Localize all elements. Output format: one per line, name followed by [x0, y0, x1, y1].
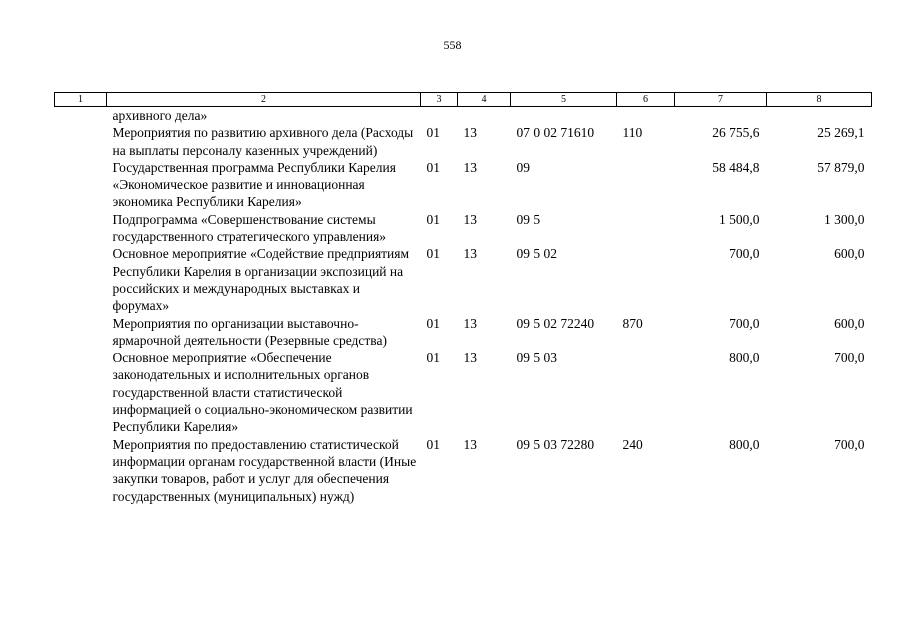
row-target-article: [511, 107, 617, 125]
row-sum-1: 1 500,0: [719, 211, 760, 227]
row-index: [55, 315, 107, 350]
row-subsection: 13: [463, 315, 477, 331]
row-index: [55, 107, 107, 125]
row-target-article: 09 5 02: [516, 246, 557, 262]
row-subsection: 13: [463, 159, 477, 175]
row-expense-type: 240: [622, 436, 643, 452]
row-expense-type: [617, 159, 675, 211]
table-row: [55, 436, 872, 505]
row-index: [55, 436, 107, 505]
row-sum-2: 700,0: [834, 436, 865, 452]
row-subsection: 13: [463, 246, 477, 262]
table-body: [55, 107, 872, 505]
row-index: [55, 159, 107, 211]
row-name: Основное мероприятие «Содействие предприятиям Республики Карелия в организации экспозиций на российских и международных выставках и форумах»: [112, 246, 410, 314]
row-subsection: 13: [463, 211, 477, 227]
row-index: [55, 245, 107, 314]
row-expense-type: [617, 245, 675, 314]
row-name: Мероприятия по предоставлению статистической информации органам государственной власти (Иные закупки товаров, работ и услуг для обеспечения государственных (муниципальных) нужд): [112, 436, 417, 504]
table-row: [55, 124, 872, 159]
table-row: [55, 315, 872, 350]
row-section: 01: [426, 211, 440, 227]
row-sum-2: 600,0: [834, 246, 865, 262]
row-target-article: 09: [516, 159, 530, 175]
table-row: [55, 107, 872, 125]
row-index: [55, 349, 107, 435]
row-expense-type: [617, 211, 675, 246]
header-col-7: 7: [675, 93, 767, 107]
row-name: Мероприятия по развитию архивного дела (Расходы на выплаты персоналу казенных учреждений): [112, 125, 414, 158]
row-expense-type: [617, 107, 675, 125]
table-row: [55, 159, 872, 211]
row-section: 01: [426, 350, 440, 366]
row-expense-type: [617, 349, 675, 435]
row-sum-2: 25 269,1: [817, 125, 865, 141]
row-subsection: 13: [463, 436, 477, 452]
row-sum-1: 700,0: [729, 315, 760, 331]
header-row: [55, 93, 872, 107]
row-name: Подпрограмма «Совершенствование системы государственного стратегического управления»: [112, 211, 387, 245]
row-expense-type: 110: [622, 125, 643, 141]
header-col-1: 1: [55, 93, 107, 107]
row-section: 01: [426, 246, 440, 262]
row-subsection: 13: [463, 350, 477, 366]
row-target-article: 07 0 02 71610: [516, 125, 595, 141]
row-name: архивного дела»: [112, 108, 208, 123]
table-header: [55, 93, 872, 107]
header-col-4: 4: [458, 93, 511, 107]
row-name: Мероприятия по организации выставочно-ярмарочной деятельности (Резервные средства): [112, 315, 387, 348]
row-sum-2: 1 300,0: [824, 211, 865, 227]
header-col-6: 6: [617, 93, 675, 107]
table-row: [55, 349, 872, 435]
row-expense-type: 870: [622, 315, 643, 331]
row-sum-1: [675, 107, 767, 125]
row-sum-2: 700,0: [834, 350, 865, 366]
row-sum-2: 57 879,0: [817, 159, 865, 175]
header-col-2: 2: [107, 93, 421, 107]
page-number: 558: [443, 38, 462, 52]
row-section: 01: [426, 315, 440, 331]
row-sum-2: 600,0: [834, 315, 865, 331]
row-section: [421, 107, 458, 125]
row-sum-1: 800,0: [729, 350, 760, 366]
row-subsection: 13: [463, 125, 477, 141]
row-sum-1: 800,0: [729, 436, 760, 452]
row-section: 01: [426, 125, 440, 141]
row-sum-1: 700,0: [729, 246, 760, 262]
budget-table: [54, 92, 872, 505]
table-row: [55, 211, 872, 246]
row-sum-1: 58 484,8: [712, 159, 760, 175]
row-sum-2: [767, 107, 872, 125]
header-col-3: 3: [421, 93, 458, 107]
row-target-article: 09 5 03: [516, 350, 557, 366]
header-col-8: 8: [767, 93, 872, 107]
row-index: [55, 124, 107, 159]
table-row: [55, 245, 872, 314]
row-section: 01: [426, 436, 440, 452]
row-target-article: 09 5 02 72240: [516, 315, 595, 331]
row-name: Основное мероприятие «Обеспечение законодательных и исполнительных органов государственной власти статистической информацией о социально-экономическом развитии Республики Карелия»: [112, 350, 413, 435]
row-target-article: 09 5 03 72280: [516, 436, 595, 452]
row-sum-1: 26 755,6: [712, 125, 760, 141]
header-col-5: 5: [511, 93, 617, 107]
row-index: [55, 211, 107, 246]
row-subsection: [458, 107, 511, 125]
row-section: 01: [426, 159, 440, 175]
row-name: Государственная программа Республики Карелия «Экономическое развитие и инновационная экономика Республики Карелия»: [112, 159, 396, 210]
row-target-article: 09 5: [516, 211, 541, 227]
